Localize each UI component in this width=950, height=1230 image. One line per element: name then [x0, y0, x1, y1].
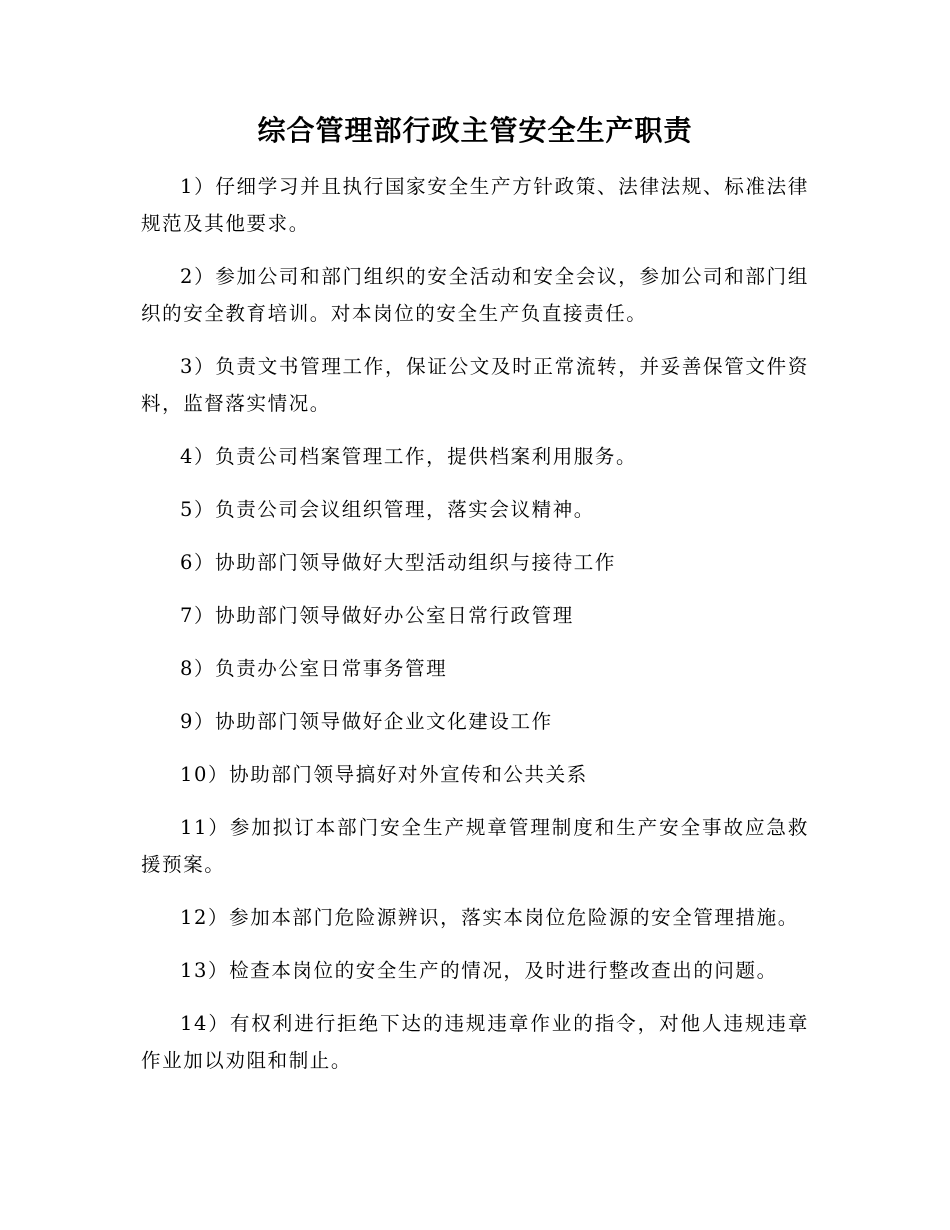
paragraph-6: 6）协助部门领导做好大型活动组织与接待工作 [180, 551, 617, 574]
paragraph-9: 9）协助部门领导做好企业文化建设工作 [180, 710, 553, 733]
document-body [141, 168, 809, 1095]
paragraph-4: 4）负责公司档案管理工作，提供档案利用服务。 [180, 445, 638, 468]
paragraph-5: 5）负责公司会议组织管理，落实会议精神。 [180, 498, 595, 521]
paragraph-1: 1）仔细学习并且执行国家安全生产方针政策、法律法规、标准法律规范及其他要求。 [141, 175, 809, 235]
paragraph-8: 8）负责办公室日常事务管理 [180, 657, 448, 680]
paragraph-10: 10）协助部门领导搞好对外宣传和公共关系 [180, 763, 588, 786]
paragraph-3: 3）负责文书管理工作，保证公文及时正常流转，并妥善保管文件资料，监督落实情况。 [141, 355, 809, 415]
paragraph-12: 12）参加本部门危险源辨识，落实本岗位危险源的安全管理措施。 [180, 906, 799, 929]
paragraph-2: 2）参加公司和部门组织的安全活动和安全会议，参加公司和部门组织的安全教育培训。对本岗位的安全生产负直接责任。 [141, 265, 809, 325]
paragraph-11: 11）参加拟订本部门安全生产规章管理制度和生产安全事故应急救援预案。 [141, 816, 809, 876]
paragraph-7: 7）协助部门领导做好办公室日常行政管理 [180, 604, 574, 627]
paragraph-14: 14）有权利进行拒绝下达的违规违章作业的指令，对他人违规违章作业加以劝阻和制止。 [141, 1012, 809, 1072]
paragraph-13: 13）检查本岗位的安全生产的情况，及时进行整改查出的问题。 [180, 959, 778, 982]
document-title: 综合管理部行政主管安全生产职责 [257, 114, 693, 147]
